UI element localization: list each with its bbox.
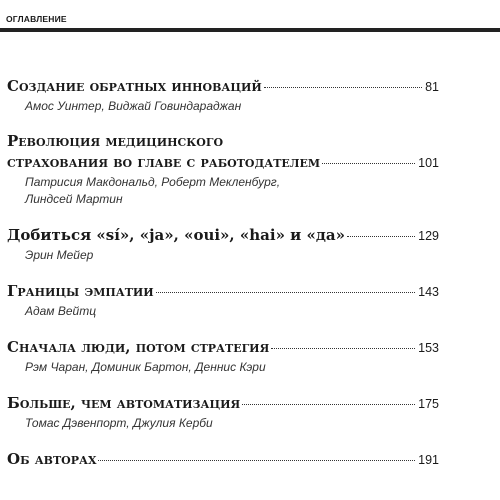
entry-page-number: 175 bbox=[418, 397, 439, 411]
dot-leader bbox=[347, 236, 415, 237]
entry-title: Добиться «sí», «ja», «oui», «hai» и «да» bbox=[7, 226, 345, 244]
toc-entry[interactable] bbox=[7, 337, 439, 376]
dot-leader bbox=[264, 87, 422, 88]
toc-entry[interactable] bbox=[7, 393, 439, 432]
dot-leader bbox=[242, 404, 415, 405]
entry-page-number: 129 bbox=[418, 229, 439, 243]
dot-leader bbox=[322, 163, 415, 164]
entry-authors: Амос Уинтер, Виджай Говиндараджан bbox=[25, 99, 242, 113]
entry-authors: Рэм Чаран, Доминик Бартон, Деннис Кэри bbox=[25, 360, 266, 374]
entry-title: Больше, чем автоматизация bbox=[7, 394, 241, 412]
dot-leader bbox=[98, 460, 415, 461]
entry-title: Об авторах bbox=[7, 450, 97, 468]
entry-authors-line-2: Линдсей Мартин bbox=[25, 192, 123, 206]
entry-page-number: 143 bbox=[418, 285, 439, 299]
entry-page-number: 81 bbox=[425, 80, 439, 94]
entry-authors: Эрин Мейер bbox=[25, 248, 94, 262]
entry-title: Границы эмпатии bbox=[7, 282, 154, 300]
toc-entry[interactable] bbox=[7, 76, 439, 115]
entry-authors: Адам Вейтц bbox=[25, 304, 97, 318]
toc-entry[interactable] bbox=[7, 281, 439, 320]
entry-title-line-1: Революция медицинского bbox=[7, 132, 224, 150]
table-of-contents bbox=[7, 76, 439, 471]
toc-header: ОГЛАВЛЕНИЕ bbox=[6, 14, 67, 24]
entry-page-number: 191 bbox=[418, 453, 439, 467]
entry-title: Создание обратных инноваций bbox=[7, 77, 262, 95]
entry-authors: Томас Дэвенпорт, Джулия Керби bbox=[25, 416, 213, 430]
header-rule bbox=[0, 28, 500, 32]
dot-leader bbox=[156, 292, 415, 293]
entry-page-number: 153 bbox=[418, 341, 439, 355]
entry-title: Сначала люди, потом стратегия bbox=[7, 338, 270, 356]
entry-authors-line-1: Патрисия Макдональд, Роберт Мекленбург, bbox=[25, 175, 281, 189]
entry-page-number: 101 bbox=[418, 156, 439, 170]
toc-entry[interactable] bbox=[7, 449, 439, 471]
entry-title-line-2: страхования во главе с работодателем bbox=[7, 153, 321, 171]
dot-leader bbox=[271, 348, 415, 349]
toc-entry[interactable] bbox=[7, 225, 439, 264]
toc-entry[interactable] bbox=[7, 131, 439, 208]
